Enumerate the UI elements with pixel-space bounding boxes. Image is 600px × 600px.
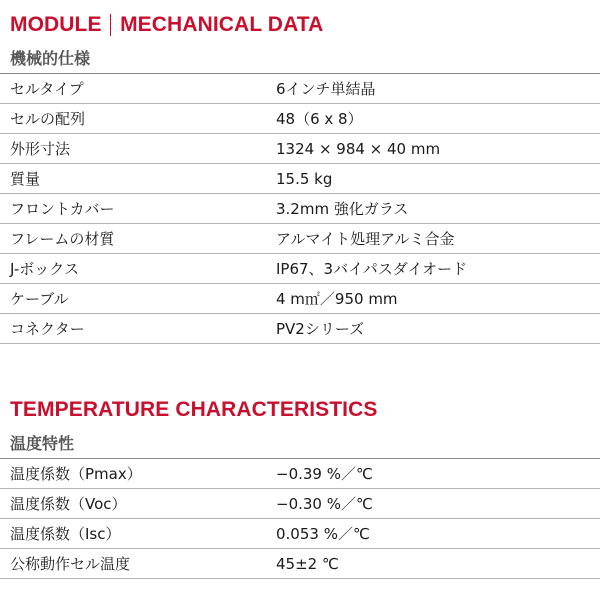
row-label: 質量: [0, 164, 273, 194]
row-label: 外形寸法: [0, 134, 273, 164]
table-row: [0, 224, 600, 254]
row-value: PV2シリーズ: [273, 314, 600, 344]
temperature-heading: TEMPERATURE CHARACTERISTICS: [10, 398, 378, 421]
table-row: [0, 164, 600, 194]
row-label: 温度係数（Voc）: [0, 489, 273, 519]
row-value: 1324 × 984 × 40 mm: [273, 134, 600, 164]
table-row: [0, 74, 600, 104]
row-value: 45±2 ℃: [273, 549, 600, 579]
mechanical-data-section: [0, 8, 600, 344]
heading-mechanical-label: MECHANICAL DATA: [120, 13, 324, 36]
table-row: [0, 459, 600, 489]
row-value: アルマイト処理アルミ合金: [273, 224, 600, 254]
row-value: 15.5 kg: [273, 164, 600, 194]
row-value: 48（6 x 8）: [273, 104, 600, 134]
table-row: [0, 284, 600, 314]
row-label: 公称動作セル温度: [0, 549, 273, 579]
mechanical-data-subheading: 機械的仕様: [0, 42, 600, 74]
row-label: フレームの材質: [0, 224, 273, 254]
temperature-spec-table: [0, 459, 600, 579]
table-row: [0, 489, 600, 519]
row-value: 6インチ単結晶: [273, 74, 600, 104]
table-row: [0, 254, 600, 284]
heading-divider: [110, 14, 112, 36]
heading-module-label: MODULE: [10, 13, 102, 36]
table-row: [0, 134, 600, 164]
mechanical-spec-table: [0, 74, 600, 344]
row-label: ケーブル: [0, 284, 273, 314]
row-label: セルタイプ: [0, 74, 273, 104]
table-row: [0, 194, 600, 224]
table-row: [0, 549, 600, 579]
row-value: 0.053 %／℃: [273, 519, 600, 549]
row-value: 4 m㎡／950 mm: [273, 284, 600, 314]
row-label: 温度係数（Isc）: [0, 519, 273, 549]
table-row: [0, 104, 600, 134]
row-value: −0.39 %／℃: [273, 459, 600, 489]
row-value: −0.30 %／℃: [273, 489, 600, 519]
row-label: フロントカバー: [0, 194, 273, 224]
row-value: 3.2mm 強化ガラス: [273, 194, 600, 224]
table-row: [0, 519, 600, 549]
row-label: J-ボックス: [0, 254, 273, 284]
row-label: セルの配列: [0, 104, 273, 134]
row-label: 温度係数（Pmax）: [0, 459, 273, 489]
temperature-section: [0, 393, 600, 579]
row-label: コネクター: [0, 314, 273, 344]
row-value: IP67、3バイパスダイオード: [273, 254, 600, 284]
temperature-subheading: 温度特性: [0, 427, 600, 459]
table-row: [0, 314, 600, 344]
mechanical-data-heading: [0, 8, 600, 42]
